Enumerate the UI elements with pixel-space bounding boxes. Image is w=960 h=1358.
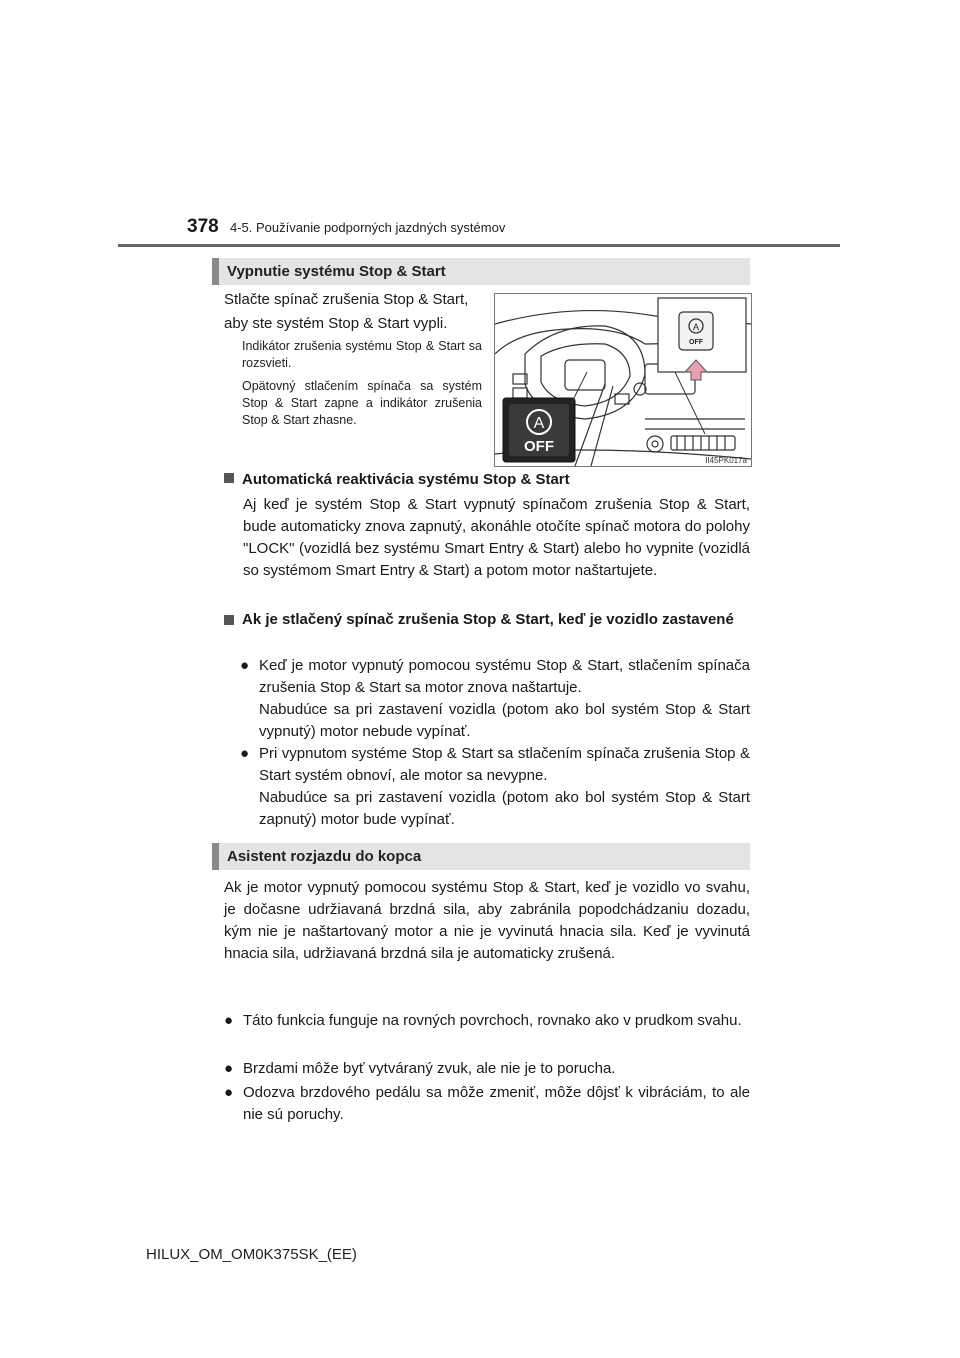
section-title: Vypnutie systému Stop & Start — [227, 263, 446, 280]
bullet-text: Brzdami môže byť vytváraný zvuk, ale nie je to porucha. — [243, 1060, 616, 1077]
bullet-dot-icon: ● — [240, 745, 250, 762]
icon-off-text: OFF — [524, 438, 554, 455]
bullet-continuation: Nabudúce sa pri zastavení vozidla (potom ako bol systém Stop & Start vypnutý) motor nebude vypínať. — [259, 701, 750, 740]
hill-start-body: Ak je motor vypnutý pomocou systému Stop & Start, keď je vozidlo vo svahu, je dočasne udržiavaná brzdná sila, aby zabránila popodchádzaniu dozadu, kým nie je naštartovaný motor a nie je vyvinutá hnacia sila. Keď je vyvinutá hnacia sila, udržiavaná brzdná sila je automaticky zrušená. — [224, 879, 750, 962]
section-bar — [212, 258, 219, 285]
dashboard-figure — [494, 293, 752, 467]
bullet-text: Pri vypnutom systéme Stop & Start sa stlačením spínača zrušenia Stop & Start systém obnoví, ale motor sa nevypne. — [259, 745, 750, 784]
bullet-text: Táto funkcia funguje na rovných povrchoch, rovnako ako v prudkom svahu. — [243, 1012, 742, 1029]
page-number: 378 — [187, 216, 219, 237]
dashboard-illustration — [495, 294, 751, 466]
auto-reactivation-body: Aj keď je systém Stop & Start vypnutý spínačom zrušenia Stop & Start, bude automaticky znova zapnutý, akonáhle otočíte spínač motora do polohy "LOCK" (vozidlá bez systému Smart Entry & Start) alebo ho vypnite (vozidlá so systémom Smart Entry & Start) a potom motor naštartujete. — [243, 496, 750, 579]
list-item — [240, 743, 750, 787]
bullet-text: Odozva brzdového pedálu sa môže zmeniť, môže dôjsť k vibráciám, to ale nie sú poruchy. — [243, 1084, 750, 1123]
chapter-title: 4-5. Používanie podporných jazdných systémov — [230, 220, 506, 235]
section-header-hill-start — [212, 843, 750, 870]
bullet-dot-icon: ● — [240, 657, 250, 674]
icon-letter: A — [533, 415, 545, 432]
figure-code: II45PK017a — [705, 456, 747, 465]
list-item — [224, 1058, 750, 1080]
list-item — [224, 1082, 750, 1126]
note-indicator-on: Indikátor zrušenia systému Stop & Start sa rozsvieti. — [242, 339, 482, 370]
subheading-auto-reactivation — [224, 469, 570, 491]
bullet-continuation: Nabudúce sa pri zastavení vozidla (potom ako bol systém Stop & Start zapnutý) motor bude vypínať. — [259, 789, 750, 828]
section-bar — [212, 843, 219, 870]
header-rule — [118, 244, 840, 247]
bullet-text: Keď je motor vypnutý pomocou systému Stop & Start, stlačením spínača zrušenia Stop & Start sa motor znova naštartuje. — [259, 657, 750, 696]
section-title: Asistent rozjazdu do kopca — [227, 848, 422, 865]
subheading-text: Ak je stlačený spínač zrušenia Stop & Start, keď je vozidlo zastavené — [242, 611, 734, 628]
square-bullet-icon — [224, 473, 234, 483]
intro-text: Stlačte spínač zrušenia Stop & Start, aby ste systém Stop & Start vypli. — [224, 291, 469, 332]
footer-doc-code: HILUX_OM_OM0K375SK_(EE) — [146, 1246, 357, 1263]
bullet-dot-icon: ● — [224, 1012, 234, 1029]
note-indicator-off: Opätovný stlačením spínača sa systém Stop & Start zapne a indikátor zrušenia Stop & Start zhasne. — [242, 379, 482, 427]
bullet-dot-icon: ● — [224, 1084, 234, 1101]
square-bullet-icon — [224, 615, 234, 625]
small-icon-text: OFF — [689, 339, 703, 346]
subheading-stopped-vehicle — [224, 609, 750, 631]
bullet-dot-icon: ● — [224, 1060, 234, 1077]
small-icon-letter: A — [692, 322, 700, 332]
subheading-text: Automatická reaktivácia systému Stop & Start — [242, 471, 570, 488]
list-item — [224, 1010, 750, 1032]
list-item — [240, 655, 750, 699]
section-header-stop-start — [212, 258, 750, 285]
